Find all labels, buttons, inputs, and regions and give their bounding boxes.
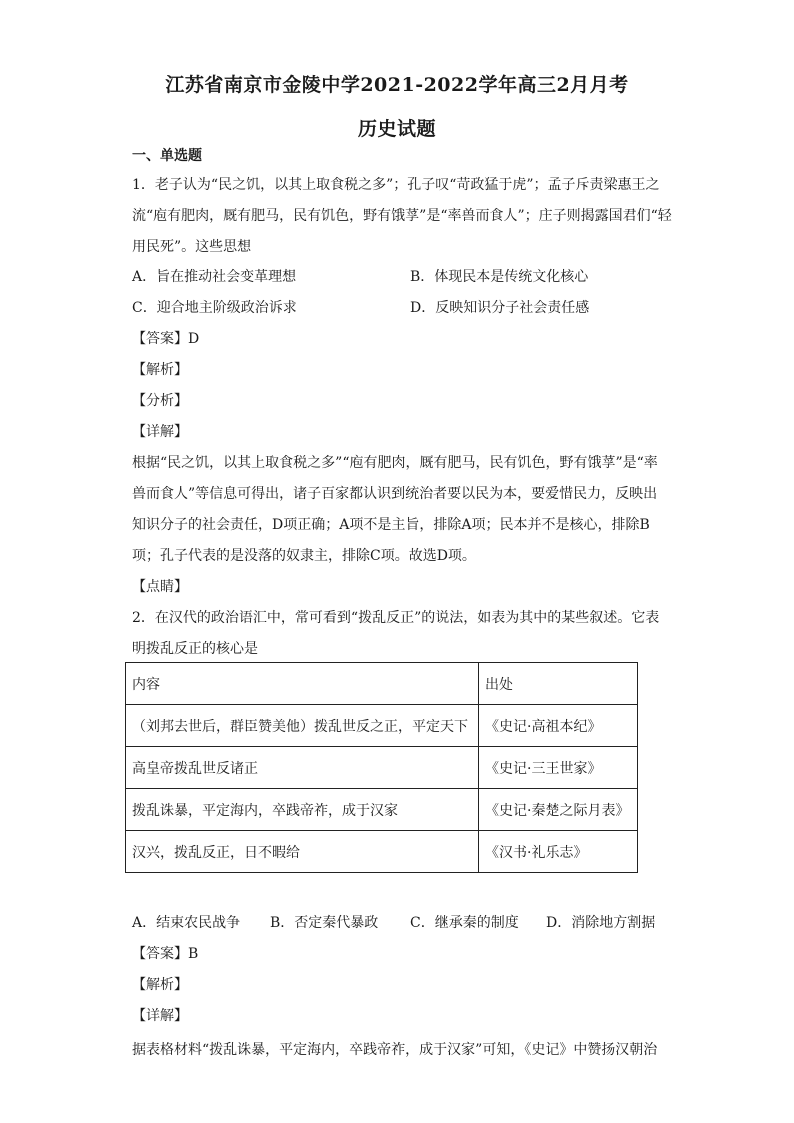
- table-cell-source: 《史记·三王世家》: [479, 747, 638, 789]
- q1-detail-label: 【详解】: [132, 424, 188, 440]
- subject-title: 历史试题: [357, 118, 436, 140]
- table-cell-content: （刘邦去世后，群臣赞美他）拨乱世反之正，平定天下: [126, 705, 479, 747]
- q1-analysis-label: 【解析】: [132, 362, 188, 378]
- table-cell-content: 汉兴，拨乱反正，日不暇给: [126, 831, 479, 873]
- q2-detail-label: 【详解】: [132, 1008, 188, 1024]
- q2-stem-line: 2．在汉代的政治语汇中，常可看到“拨乱反正”的说法，如表为其中的某些叙述。它表: [132, 610, 660, 626]
- table-header-cell: 内容: [126, 663, 479, 705]
- q2-detail-line: 据表格材料“拨乱诛暴，平定海内，卒践帝祚，成于汉家”可知，《史记》中赞扬汉朝治: [132, 1042, 658, 1058]
- q1-detail-line: 知识分子的社会责任，D项正确；A项不是主旨，排除A项；民本并不是核心，排除B: [132, 517, 650, 533]
- q2-option-b: B．否定秦代暴政: [270, 915, 379, 931]
- q2-option-c: C．继承秦的制度: [410, 915, 519, 931]
- table-cell-content: 高皇帝拨乱世反诸正: [126, 747, 479, 789]
- q1-detail-line: 项；孔子代表的是没落的奴隶主，排除C项。故选D项。: [132, 548, 476, 564]
- table-row: [126, 705, 638, 747]
- q1-detail-line: 兽而食人”等信息可得出，诸子百家都认识到统治者要以民为本，要爱惜民力，反映出: [132, 486, 658, 502]
- q2-analysis-label: 【解析】: [132, 977, 188, 993]
- table-header-row: [126, 663, 638, 705]
- q1-stem-line: 用民死”。这些思想: [132, 239, 252, 255]
- table-row: [126, 747, 638, 789]
- q1-option-d: D．反映知识分子社会责任感: [410, 300, 590, 316]
- table-cell-content: 拨乱诛暴，平定海内，卒践帝祚，成于汉家: [126, 789, 479, 831]
- q2-option-a: A．结束农民战争: [132, 915, 241, 931]
- section-heading: 一、单选题: [132, 148, 202, 164]
- table-header-cell: 出处: [479, 663, 638, 705]
- q1-comment-label: 【点睛】: [132, 579, 188, 595]
- table-cell-source: 《史记·高祖本纪》: [479, 705, 638, 747]
- q1-answer: 【答案】D: [132, 331, 200, 347]
- q2-stem-line: 明拨乱反正的核心是: [132, 641, 258, 657]
- q1-stem-line: 流“庖有肥肉，厩有肥马，民有饥色，野有饿莩”是“率兽而食人”；庄子则揭露国君们“轻: [132, 208, 672, 224]
- table-cell-source: 《史记·秦楚之际月表》: [479, 789, 638, 831]
- q1-option-c: C．迎合地主阶级政治诉求: [132, 300, 297, 316]
- q1-fenxi-label: 【分析】: [132, 393, 188, 409]
- source-table: [125, 662, 638, 873]
- table-row: [126, 831, 638, 873]
- exam-title: 江苏省南京市金陵中学2021-2022学年高三2月月考: [165, 74, 629, 96]
- table-cell-source: 《汉书·礼乐志》: [479, 831, 638, 873]
- q1-option-b: B．体现民本是传统文化核心: [410, 269, 589, 285]
- q2-option-d: D．消除地方割据: [546, 915, 656, 931]
- table-row: [126, 789, 638, 831]
- q1-option-a: A．旨在推动社会变革理想: [132, 269, 297, 285]
- q1-stem-line: 1．老子认为“民之饥，以其上取食税之多”；孔子叹“苛政猛于虎”；孟子斥责梁惠王之: [132, 177, 660, 193]
- q2-answer: 【答案】B: [132, 946, 199, 962]
- q1-detail-line: 根据“民之饥，以其上取食税之多”“庖有肥肉，厩有肥马，民有饥色，野有饿莩”是“率: [132, 455, 658, 471]
